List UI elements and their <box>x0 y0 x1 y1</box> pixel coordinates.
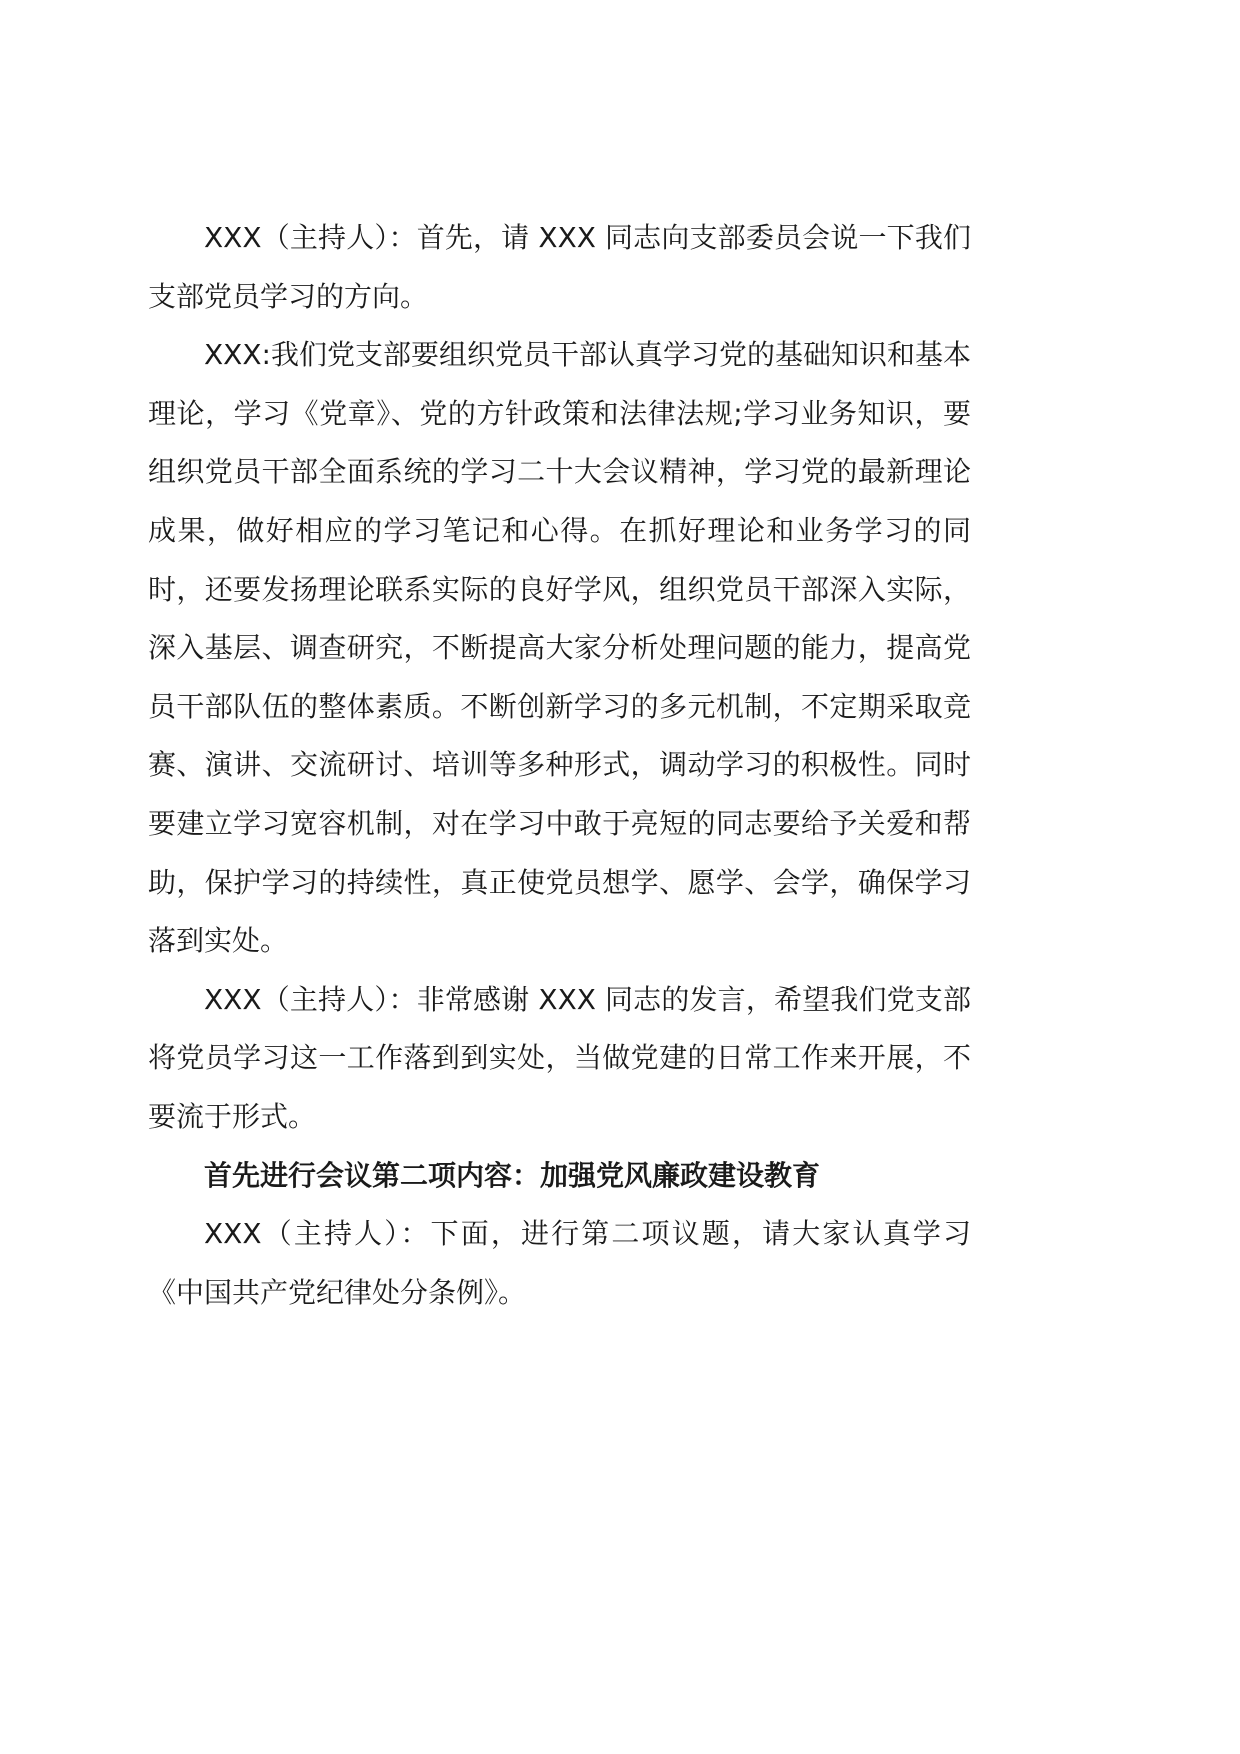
paragraph-host-intro: XXX（主持人）：首先，请 XXX 同志向支部委员会说一下我们支部党员学习的方向。 <box>148 221 971 313</box>
paragraph-second-topic: XXX（主持人）：下面，进行第二项议题，请大家认真学习《中国共产党纪律处分条例》。 <box>148 1217 971 1309</box>
paragraph-study-direction: XXX:我们党支部要组织党员干部认真学习党的基础知识和基本理论，学习《党章》、党的方针政策和法律法规;学习业务知识，要组织党员干部全面系统的学习二十大会议精神，学习党的最新理论成果，做好相应的学习笔记和心得。在抓好理论和业务学习的同时，还要发扬理论联系实际的良好学风，组织党员干部深入实际，深入基层、调查研究，不断提高大家分析处理问题的能力，提高党员干部队伍的整体素质。不断创新学习的多元机制，不定期采取竞赛、演讲、交流研讨、培训等多种形式，调动学习的积极性。同时要建立学习宽容机制，对在学习中敢于亮短的同志要给予关爱和帮助，保护学习的持续性，真正使党员想学、愿学、会学，确保学习落到实处。 <box>148 338 971 958</box>
paragraph-host-thanks: XXX（主持人）：非常感谢 XXX 同志的发言，希望我们党支部将党员学习这一工作落到到实处，当做党建的日常工作来开展，不要流于形式。 <box>148 982 971 1133</box>
section-heading: 首先进行会议第二项内容：加强党风廉政建设教育 <box>204 1158 821 1192</box>
document-body <box>148 209 971 1322</box>
